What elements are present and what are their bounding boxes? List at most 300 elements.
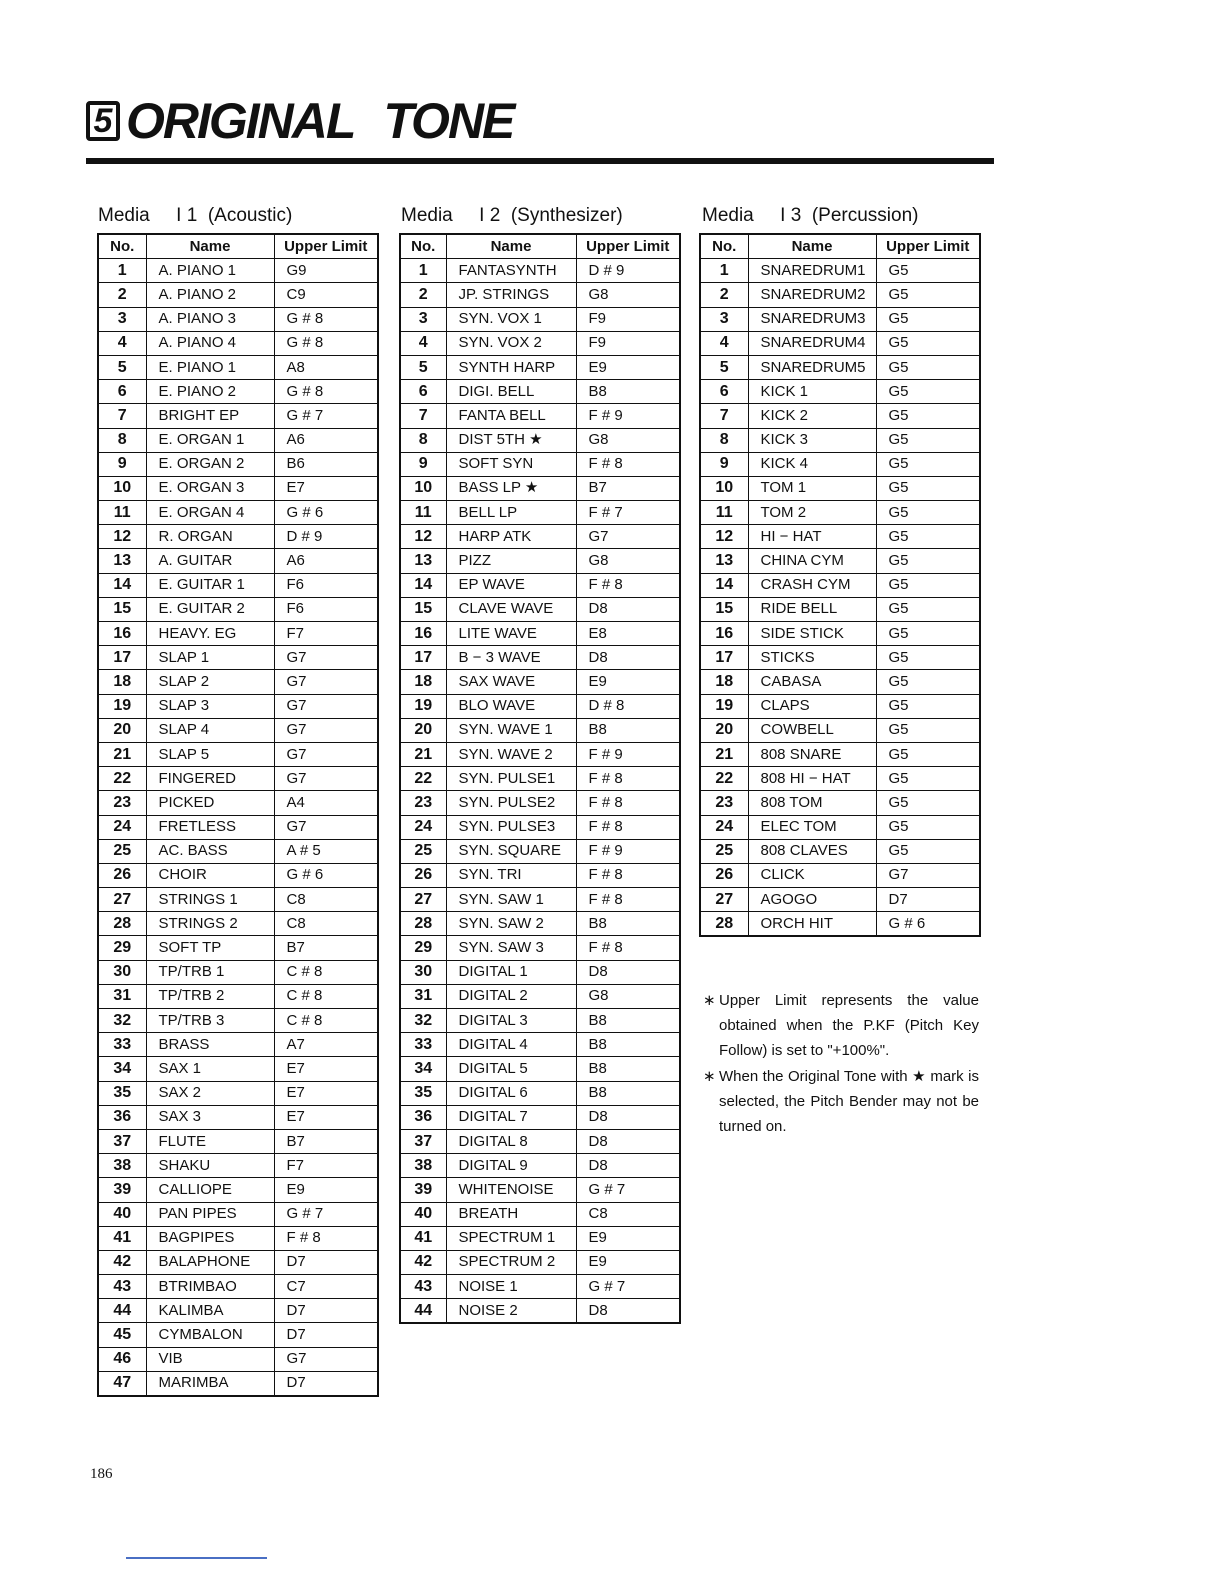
tone-upper-limit: B8 [576,380,680,404]
tone-name: DIGITAL 2 [446,984,576,1008]
media-label-percussion: Media I 3 (Percussion) [702,205,919,226]
table-row [400,1057,680,1081]
table-row [400,1178,680,1202]
table-row [400,1033,680,1057]
tone-name: PIZZ [446,549,576,573]
tone-name: CLICK [748,863,876,887]
tone-name: TOM 1 [748,476,876,500]
tone-number: 22 [700,767,748,791]
tone-number: 35 [400,1081,446,1105]
tone-upper-limit: G9 [274,259,378,283]
tone-number: 16 [700,622,748,646]
tone-upper-limit: F # 8 [576,815,680,839]
tone-upper-limit: G5 [876,549,980,573]
tone-number: 23 [98,791,146,815]
tone-name: 808 CLAVES [748,839,876,863]
tone-name: E. PIANO 1 [146,355,274,379]
tone-number: 28 [98,912,146,936]
tone-upper-limit: G5 [876,573,980,597]
table-row [400,331,680,355]
table-row [98,888,378,912]
tone-name: STRINGS 1 [146,888,274,912]
tone-upper-limit: F # 8 [274,1226,378,1250]
table-row [700,380,980,404]
tone-number: 3 [98,307,146,331]
tone-name: CHINA CYM [748,549,876,573]
tone-number: 36 [400,1105,446,1129]
table-row [400,791,680,815]
tone-number: 25 [98,839,146,863]
tone-name: FANTA BELL [446,404,576,428]
tone-number: 7 [98,404,146,428]
tone-name: MARIMBA [146,1371,274,1396]
tone-name: E. GUITAR 2 [146,597,274,621]
table-row [700,501,980,525]
tone-upper-limit: D # 8 [576,694,680,718]
title-rule [86,158,994,164]
table-row [700,622,980,646]
tone-name: CHOIR [146,863,274,887]
table-row [400,1275,680,1299]
table-row [400,573,680,597]
tone-upper-limit: G5 [876,283,980,307]
table-row [98,742,378,766]
tone-upper-limit: F6 [274,573,378,597]
tone-number: 13 [400,549,446,573]
tone-upper-limit: F7 [274,1154,378,1178]
tone-name: A. PIANO 4 [146,331,274,355]
tone-name: CLAPS [748,694,876,718]
tone-name: FRETLESS [146,815,274,839]
header-no: No. [700,234,748,259]
tone-upper-limit: F7 [274,622,378,646]
tone-upper-limit: G7 [274,815,378,839]
tone-upper-limit: D # 9 [576,259,680,283]
tone-upper-limit: B7 [274,936,378,960]
tone-number: 10 [98,476,146,500]
tone-name: TP/TRB 3 [146,1009,274,1033]
tone-upper-limit: F # 8 [576,863,680,887]
tone-upper-limit: F # 7 [576,501,680,525]
tone-name: BAGPIPES [146,1226,274,1250]
tone-name: A. GUITAR [146,549,274,573]
table-row [98,452,378,476]
tone-number: 2 [700,283,748,307]
tone-number: 8 [700,428,748,452]
tone-number: 42 [400,1250,446,1274]
tone-upper-limit: C # 8 [274,960,378,984]
table-row [98,646,378,670]
tone-name: KALIMBA [146,1299,274,1323]
tone-number: 31 [98,984,146,1008]
tone-upper-limit: F6 [274,597,378,621]
tone-upper-limit: G7 [274,646,378,670]
tone-number: 21 [98,742,146,766]
tone-name: STRINGS 2 [146,912,274,936]
tone-upper-limit: F # 8 [576,767,680,791]
tone-number: 25 [700,839,748,863]
table-row [400,694,680,718]
tone-name: LITE WAVE [446,622,576,646]
tone-number: 15 [700,597,748,621]
tone-number: 4 [700,331,748,355]
tone-name: SYN. PULSE3 [446,815,576,839]
tone-name: A. PIANO 2 [146,283,274,307]
table-row [700,355,980,379]
tone-number: 4 [98,331,146,355]
tone-number: 12 [700,525,748,549]
tone-upper-limit: G7 [274,1347,378,1371]
table-row [98,863,378,887]
table-row [400,549,680,573]
tone-upper-limit: E9 [576,1250,680,1274]
table-row [98,1226,378,1250]
tone-name: KICK 3 [748,428,876,452]
tone-upper-limit: G5 [876,670,980,694]
tone-name: SAX WAVE [446,670,576,694]
tone-upper-limit: G5 [876,380,980,404]
tone-number: 9 [700,452,748,476]
tone-number: 22 [98,767,146,791]
tone-number: 6 [400,380,446,404]
tone-upper-limit: F # 8 [576,573,680,597]
table-row [98,936,378,960]
tone-number: 27 [400,888,446,912]
table-row [98,331,378,355]
tone-upper-limit: D8 [576,597,680,621]
tone-name: JP. STRINGS [446,283,576,307]
tone-name: SOFT TP [146,936,274,960]
tone-number: 24 [400,815,446,839]
media-label-acoustic: Media I 1 (Acoustic) [98,205,293,226]
tone-upper-limit: G7 [274,767,378,791]
tone-upper-limit: F # 9 [576,839,680,863]
table-row [400,476,680,500]
header-no: No. [400,234,446,259]
tone-upper-limit: B7 [274,1129,378,1153]
tone-name: HARP ATK [446,525,576,549]
table-row [98,984,378,1008]
page-title [86,92,513,150]
tone-name: AGOGO [748,888,876,912]
tone-upper-limit: A6 [274,549,378,573]
header-upper-limit: Upper Limit [876,234,980,259]
table-row [98,1323,378,1347]
tone-number: 26 [700,863,748,887]
tone-upper-limit: G # 6 [274,863,378,887]
tone-number: 17 [98,646,146,670]
table-row [700,549,980,573]
tone-name: SYN. WAVE 1 [446,718,576,742]
table-row [700,476,980,500]
tone-name: DIGITAL 1 [446,960,576,984]
table-row [98,960,378,984]
table-row [400,622,680,646]
tone-upper-limit: C8 [274,912,378,936]
tone-name: CALLIOPE [146,1178,274,1202]
tone-number: 28 [400,912,446,936]
tone-number: 40 [400,1202,446,1226]
tone-number: 31 [400,984,446,1008]
tone-name: A. PIANO 3 [146,307,274,331]
table-row [98,525,378,549]
header-no: No. [98,234,146,259]
tone-number: 5 [98,355,146,379]
table-row [98,694,378,718]
tone-name: TOM 2 [748,501,876,525]
tone-upper-limit: E9 [576,1226,680,1250]
tone-upper-limit: D8 [576,1105,680,1129]
table-row [400,1129,680,1153]
tone-upper-limit: F # 8 [576,452,680,476]
table-row [400,597,680,621]
tone-upper-limit: G8 [576,428,680,452]
table-row [98,1178,378,1202]
table-row [98,767,378,791]
table-row [98,1299,378,1323]
tone-number: 36 [98,1105,146,1129]
table-row [400,307,680,331]
tone-number: 39 [400,1178,446,1202]
tone-name: BLO WAVE [446,694,576,718]
tone-upper-limit: G5 [876,597,980,621]
tone-upper-limit: G5 [876,742,980,766]
tone-upper-limit: G7 [274,694,378,718]
tone-name: R. ORGAN [146,525,274,549]
tone-upper-limit: G # 8 [274,307,378,331]
media-label-synthesizer: Media I 2 (Synthesizer) [401,205,623,226]
tone-name: WHITENOISE [446,1178,576,1202]
tone-number: 41 [98,1226,146,1250]
note-upper-limit [703,988,979,1064]
tone-number: 5 [700,355,748,379]
tone-upper-limit: G5 [876,839,980,863]
section-number-box [86,101,120,141]
tone-name: SOFT SYN [446,452,576,476]
tone-upper-limit: F # 8 [576,888,680,912]
tone-upper-limit: D8 [576,960,680,984]
tone-number: 26 [98,863,146,887]
tone-name: PICKED [146,791,274,815]
tone-number: 30 [400,960,446,984]
table-row [400,1154,680,1178]
tone-name: KICK 2 [748,404,876,428]
tone-upper-limit: G # 7 [274,404,378,428]
tone-number: 44 [98,1299,146,1323]
tone-name: DIST 5TH ★ [446,428,576,452]
tone-name: BALAPHONE [146,1250,274,1274]
tone-name: SLAP 2 [146,670,274,694]
tone-upper-limit: B8 [576,1081,680,1105]
tone-name: SYN. PULSE2 [446,791,576,815]
tone-name: E. ORGAN 1 [146,428,274,452]
page-number: 186 [90,1466,113,1482]
table-row [98,1250,378,1274]
table-row [700,573,980,597]
tone-name: DIGITAL 7 [446,1105,576,1129]
table-row [700,815,980,839]
tone-number: 33 [98,1033,146,1057]
tone-upper-limit: G5 [876,355,980,379]
tone-upper-limit: A # 5 [274,839,378,863]
tone-name: SYN. SAW 2 [446,912,576,936]
header-upper-limit: Upper Limit [274,234,378,259]
table-row [98,791,378,815]
table-row [98,1371,378,1396]
tone-upper-limit: D7 [274,1371,378,1396]
tone-number: 16 [400,622,446,646]
tone-upper-limit: G7 [274,718,378,742]
tone-number: 2 [400,283,446,307]
tone-name: 808 TOM [748,791,876,815]
table-row [98,839,378,863]
tone-number: 30 [98,960,146,984]
tone-upper-limit: C8 [576,1202,680,1226]
tone-name: SAX 1 [146,1057,274,1081]
tone-upper-limit: G5 [876,646,980,670]
tone-upper-limit: D8 [576,1129,680,1153]
tone-name: SHAKU [146,1154,274,1178]
tone-number: 20 [700,718,748,742]
tone-name: E. ORGAN 2 [146,452,274,476]
tone-name: ORCH HIT [748,912,876,937]
tone-upper-limit: A8 [274,355,378,379]
tone-name: TP/TRB 1 [146,960,274,984]
tone-number: 41 [400,1226,446,1250]
tone-table-percussion [699,233,981,937]
tone-number: 12 [98,525,146,549]
tone-number: 10 [400,476,446,500]
table-row [400,984,680,1008]
table-row [400,404,680,428]
tone-name: COWBELL [748,718,876,742]
table-row [400,1226,680,1250]
table-row [700,404,980,428]
table-row [400,839,680,863]
tone-number: 16 [98,622,146,646]
tone-number: 26 [400,863,446,887]
table-row [700,839,980,863]
tone-name: SYN. VOX 1 [446,307,576,331]
section-number: 5 [93,101,113,140]
tone-number: 29 [98,936,146,960]
table-row [98,1033,378,1057]
tone-number: 15 [98,597,146,621]
tone-number: 38 [98,1154,146,1178]
tone-upper-limit: D8 [576,646,680,670]
tone-upper-limit: B8 [576,1057,680,1081]
tone-number: 19 [700,694,748,718]
tone-number: 24 [98,815,146,839]
table-row [700,331,980,355]
tone-number: 43 [98,1275,146,1299]
tone-upper-limit: G7 [274,742,378,766]
tone-upper-limit: D7 [274,1250,378,1274]
tone-number: 1 [400,259,446,283]
tone-upper-limit: G8 [576,549,680,573]
table-row [98,1202,378,1226]
tone-upper-limit: D # 9 [274,525,378,549]
tone-name: SLAP 4 [146,718,274,742]
tone-number: 4 [400,331,446,355]
tone-name: SAX 2 [146,1081,274,1105]
table-row [700,428,980,452]
tone-number: 20 [400,718,446,742]
tone-name: 808 SNARE [748,742,876,766]
tone-upper-limit: G5 [876,791,980,815]
tone-name: SYN. SQUARE [446,839,576,863]
tone-upper-limit: G5 [876,428,980,452]
table-row [400,1081,680,1105]
tone-name: HEAVY. EG [146,622,274,646]
table-row [700,283,980,307]
tone-name: E. ORGAN 3 [146,476,274,500]
tone-upper-limit: G8 [576,984,680,1008]
tone-name: SNAREDRUM3 [748,307,876,331]
tone-number: 9 [98,452,146,476]
tone-number: 43 [400,1275,446,1299]
tone-table-acoustic [97,233,379,1397]
tone-name: DIGITAL 4 [446,1033,576,1057]
table-row [98,670,378,694]
tone-upper-limit: A6 [274,428,378,452]
tone-upper-limit: G7 [576,525,680,549]
tone-upper-limit: F # 9 [576,742,680,766]
note-text: When the Original Tone with ★ mark is selected, the Pitch Bender may not be turned on. [719,1067,979,1136]
tone-number: 9 [400,452,446,476]
tone-upper-limit: G # 7 [576,1275,680,1299]
tone-number: 1 [98,259,146,283]
tone-upper-limit: G5 [876,404,980,428]
tone-number: 13 [700,549,748,573]
tone-name: HI − HAT [748,525,876,549]
table-row [400,960,680,984]
tone-number: 37 [400,1129,446,1153]
tone-number: 11 [98,501,146,525]
tone-upper-limit: G # 6 [876,912,980,937]
tone-name: BASS LP ★ [446,476,576,500]
tone-name: FINGERED [146,767,274,791]
table-row [98,912,378,936]
tone-upper-limit: B8 [576,1033,680,1057]
tone-upper-limit: C9 [274,283,378,307]
tone-name: RIDE BELL [748,597,876,621]
tone-name: BRASS [146,1033,274,1057]
tone-number: 5 [400,355,446,379]
table-row [400,863,680,887]
tone-upper-limit: F # 8 [576,936,680,960]
table-row [98,380,378,404]
tone-upper-limit: B8 [576,718,680,742]
tone-name: DIGITAL 8 [446,1129,576,1153]
tone-name: TP/TRB 2 [146,984,274,1008]
table-row [98,1129,378,1153]
tone-name: KICK 4 [748,452,876,476]
table-row [700,259,980,283]
tone-number: 44 [400,1299,446,1324]
table-row [98,1154,378,1178]
tone-name: BRIGHT EP [146,404,274,428]
tone-name: CRASH CYM [748,573,876,597]
tone-number: 47 [98,1371,146,1396]
tone-upper-limit: G5 [876,259,980,283]
table-row [400,452,680,476]
tone-number: 17 [400,646,446,670]
tone-number: 14 [400,573,446,597]
note-star-mark [703,1064,979,1140]
tone-upper-limit: C8 [274,888,378,912]
tone-upper-limit: G8 [576,283,680,307]
